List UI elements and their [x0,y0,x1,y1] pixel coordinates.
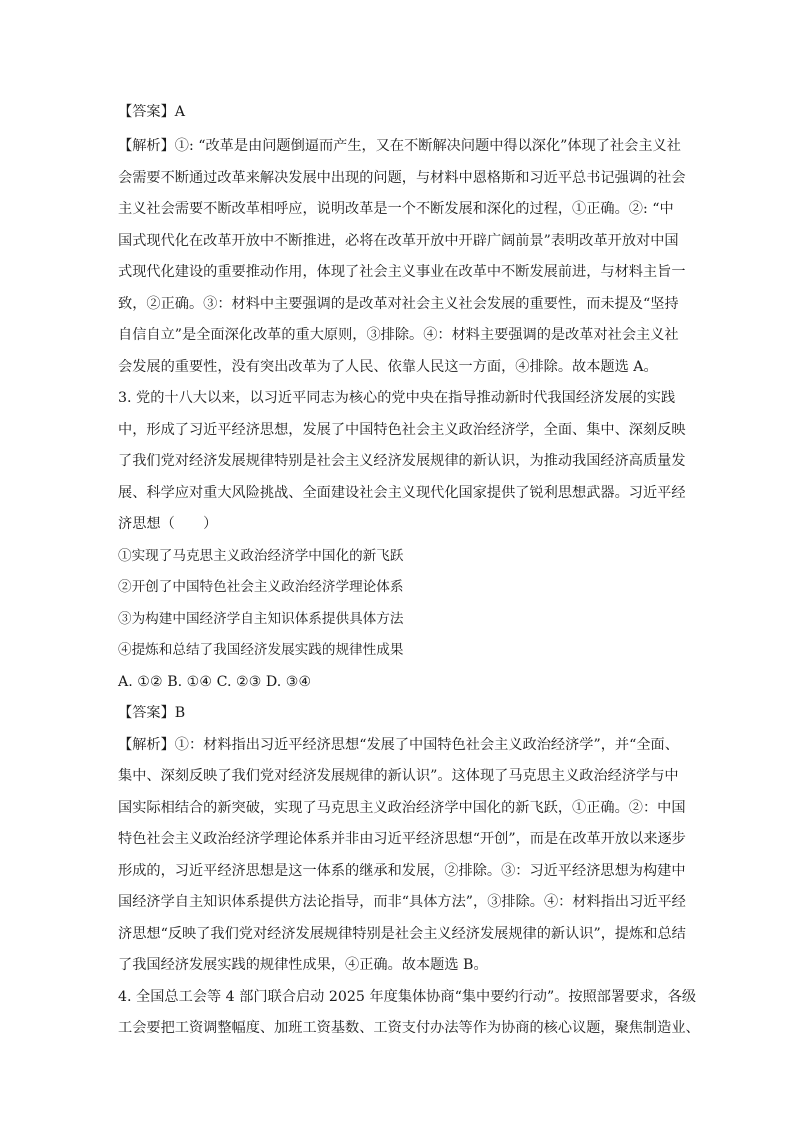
question-4-stem [118,987,700,1039]
analysis-line: 会发展的重要性，没有突出改革为了人民、依靠人民这一方面，④排除。故本题选 A。 [118,358,658,375]
analysis-line: 【解析】①：材料指出习近平经济思想“发展了中国特色社会主义政治经济学”，并“全面、 [118,736,679,753]
question-line: 中，形成了习近平经济思想，发展了中国特色社会主义政治经济学，全面、集中、深刻反映 [118,421,686,438]
analysis-line: 致，②正确。③：材料中主要强调的是改革对社会主义社会发展的重要性，而未提及“坚持 [118,295,679,312]
analysis-line: 了我国经济发展实践的规律性成果，④正确。故本题选 B。 [118,957,488,973]
option-item: ②开创了中国特色社会主义政治经济学理论体系 [118,579,404,595]
analysis-line: 主义社会需要不断改革相呼应，说明改革是一个不断发展和深化的过程，①正确。②: “中 [118,201,674,217]
question-line: 4. 全国总工会等 4 部门联合启动 2025 年度集体协商“集中要约行动”。按照部署要求，各级 [118,988,697,1005]
question-line: 展、科学应对重大风险挑战、全面建设社会主义现代化国家提供了锐利思想武器。习近平经 [118,484,686,501]
option-item: ①实现了马克思主义政治经济学中国化的新飞跃 [118,547,404,564]
question-line: 济思想（ ） [118,516,218,532]
analysis-line: 国实际相结合的新突破，实现了马克思主义政治经济学中国化的新飞跃，①正确。②：中国 [118,799,686,816]
question-3-options [118,546,684,692]
analysis-line: 式现代化建设的重要推动作用，体现了社会主义事业在改革中不断发展前进，与材料主旨一 [118,264,686,280]
analysis-line: 自信自立”是全面深化改革的重大原则，③排除。④：材料主要强调的是改革对社会主义社 [118,327,679,343]
analysis-line: 国经济学自主知识体系提供方法论指导，而非“具体方法”，③排除。④：材料指出习近平经 [118,894,686,910]
analysis-line: 济思想“反映了我们党对经济发展规律特别是社会主义经济发展规律的新认识”，提炼和总结 [118,925,686,942]
option-item: ③为构建中国经济学自主知识体系提供具体方法 [118,610,404,627]
analysis-q3 [118,735,684,976]
answer-label-q2: 【答案】A [118,104,185,120]
analysis-line: 集中、深刻反映了我们党对经济发展规律的新认识”。这体现了马克思主义政治经济学与中 [118,768,679,784]
analysis-line: 【解析】①: “改革是由问题倒逼而产生，又在不断解决问题中得以深化”体现了社会主义社 [118,138,681,154]
option-item: ④提炼和总结了我国经济发展实践的规律性成果 [118,642,404,658]
analysis-line: 特色社会主义政治经济学理论体系并非由习近平经济思想“开创”，而是在改革开放以来逐步 [118,831,686,847]
question-line: 3. 党的十八大以来，以习近平同志为核心的党中央在指导推动新时代我国经济发展的实践 [118,390,676,406]
answer-choices: A. ①② B. ①④ C. ②③ D. ③④ [118,673,312,690]
analysis-line: 国式现代化在改革开放中不断推进，必将在改革开放中开辟广阔前景”表明改革开放对中国 [118,232,679,249]
question-line: 工会要把工资调整幅度、加班工资基数、工资支付办法等作为协商的核心议题，聚焦制造业、 [118,1020,700,1036]
answer-label-q3: 【答案】B [118,705,186,721]
document-page [118,102,700,1038]
question-line: 了我们党对经济发展规律特别是社会主义经济发展规律的新认识，为推动我国经济高质量发 [118,453,686,469]
question-3-stem [118,388,684,534]
analysis-line: 会需要不断通过改革来解决发展中出现的问题，与材料中恩格斯和习近平总书记强调的社会 [118,169,686,186]
analysis-line: 形成的，习近平经济思想是这一体系的继承和发展，②排除。③：习近平经济思想为构建中 [118,862,686,879]
analysis-q2 [118,136,684,377]
